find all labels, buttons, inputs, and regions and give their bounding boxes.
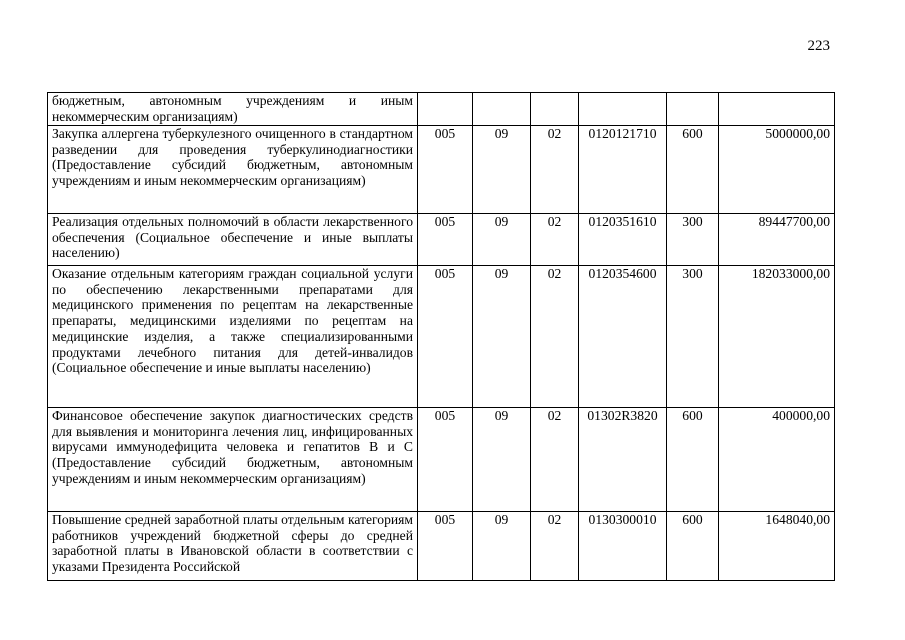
row-description: Повышение средней заработной платы отдельным категориям работников учреждений бюджетной сферы до средней заработной платы в Ивановской области в соответствии с указами Президента Российской [48,512,418,581]
section-code: 09 [473,214,531,266]
amount: 1648040,00 [719,512,835,581]
subsection-code [531,93,579,126]
amount: 182033000,00 [719,266,835,408]
subsection-code: 02 [531,512,579,581]
row-description: Реализация отдельных полномочий в области лекарственного обеспечения (Социальное обеспечение и иные выплаты населению) [48,214,418,266]
subsection-code: 02 [531,214,579,266]
subsection-code: 02 [531,408,579,512]
target-code: 0120351610 [579,214,667,266]
row-description: Оказание отдельным категориям граждан социальной услуги по обеспечению лекарственными препаратами для медицинского применения по рецептам на лекарственные препараты, медицинскими изделиями по рецептам на медицинские изделия, а также специализированными продуктами лечебного питания для детей-инвалидов (Социальное обеспечение и иные выплаты населению) [48,266,418,408]
table-row [48,214,835,266]
table-row [48,512,835,581]
ministry-code: 005 [418,266,473,408]
amount [719,93,835,126]
subsection-code: 02 [531,266,579,408]
table-row [48,126,835,214]
ministry-code: 005 [418,126,473,214]
subsection-code: 02 [531,126,579,214]
expense-type-code [667,93,719,126]
target-code: 0130300010 [579,512,667,581]
row-description: Финансовое обеспечение закупок диагностических средств для выявления и мониторинга лечения лиц, инфицированных вирусами иммунодефицита человека и гепатитов В и С (Предоставление субсидий бюджетным, автономным учреждениям и иным некоммерческим организациям) [48,408,418,512]
amount: 89447700,00 [719,214,835,266]
target-code: 0120121710 [579,126,667,214]
target-code: 0120354600 [579,266,667,408]
section-code: 09 [473,266,531,408]
section-code [473,93,531,126]
section-code: 09 [473,512,531,581]
amount: 5000000,00 [719,126,835,214]
ministry-code: 005 [418,408,473,512]
ministry-code: 005 [418,512,473,581]
budget-table [47,92,835,581]
expense-type-code: 300 [667,266,719,408]
target-code [579,93,667,126]
section-code: 09 [473,408,531,512]
row-description: Закупка аллергена туберкулезного очищенного в стандартном разведении для проведения туберкулинодиагностики (Предоставление субсидий бюджетным, автономным учреждениям и иным некоммерческим организациям) [48,126,418,214]
table-row [48,266,835,408]
table-row [48,408,835,512]
section-code: 09 [473,126,531,214]
expense-type-code: 300 [667,214,719,266]
row-description: бюджетным, автономным учреждениям и иным некоммерческим организациям) [48,93,418,126]
target-code: 01302R3820 [579,408,667,512]
expense-type-code: 600 [667,408,719,512]
page-number: 223 [807,38,830,54]
ministry-code [418,93,473,126]
amount: 400000,00 [719,408,835,512]
expense-type-code: 600 [667,126,719,214]
ministry-code: 005 [418,214,473,266]
expense-type-code: 600 [667,512,719,581]
table-row [48,93,835,126]
